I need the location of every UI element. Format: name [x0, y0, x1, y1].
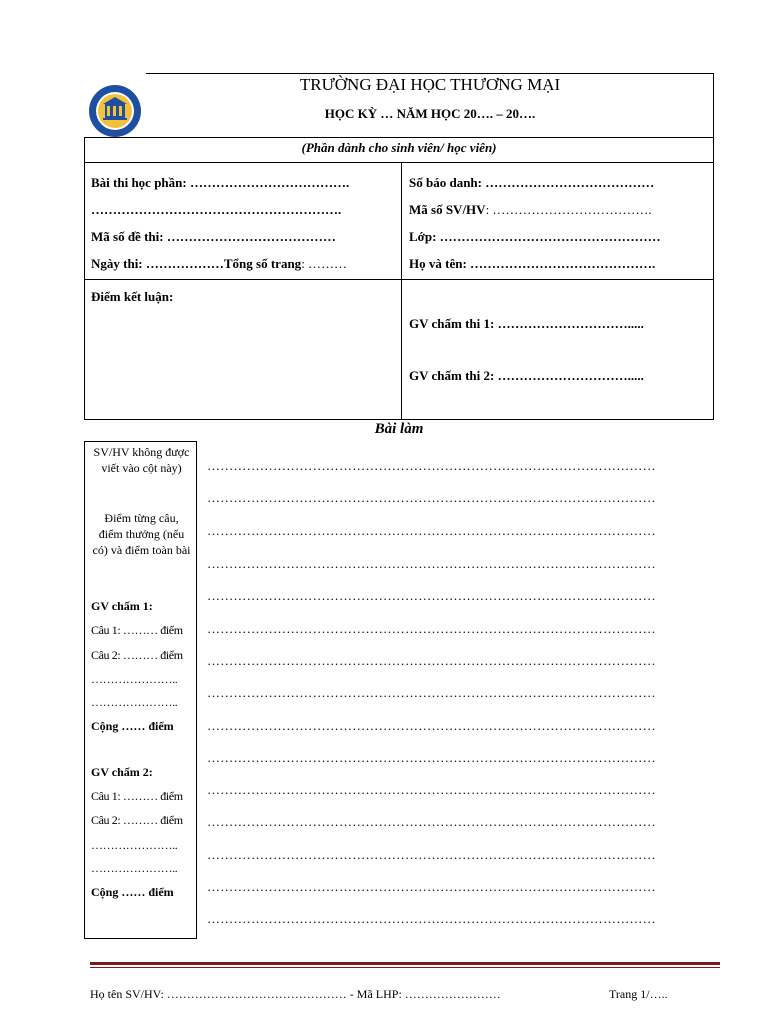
exam-subject-field: Bài thi học phần: ………………………………. — [91, 175, 350, 190]
grader-1-question-2: Câu 2: ……… điểm — [91, 648, 183, 662]
answer-line: ………………………………………………………………………………………… — [207, 847, 656, 862]
footer-rule-thin — [90, 967, 720, 968]
answer-line: ………………………………………………………………………………………… — [207, 653, 656, 668]
sidebar-note-1: SV/HV không được viết vào cột này) — [93, 445, 190, 475]
grader-2-dots-2: ………………….. — [91, 861, 178, 875]
sidebar-note-2: Điểm từng câu, điểm thưởng (nếu có) và điểm toàn bài — [92, 511, 191, 557]
answer-line: ………………………………………………………………………………………… — [207, 490, 656, 505]
exam-subject-cont: …………………………………………………. — [91, 202, 342, 217]
answer-line: ………………………………………………………………………………………… — [207, 718, 656, 733]
answer-heading: Bài làm — [374, 421, 424, 437]
score-sidebar — [84, 441, 197, 939]
footer-page-number: Trang 1/….. — [609, 987, 668, 1001]
grader-2-question-2: Câu 2: ……… điểm — [91, 813, 183, 827]
header-bottom-rule — [84, 137, 714, 138]
total-pages-label: Tổng số trang — [223, 256, 302, 271]
school-name: TRƯỜNG ĐẠI HỌC THƯƠNG MẠI — [299, 75, 561, 94]
answer-line: ………………………………………………………………………………………… — [207, 879, 656, 894]
exam-date-label: Ngày thi: ……………… — [91, 256, 224, 271]
header-top-rule — [146, 73, 714, 74]
final-score-label: Điểm kết luận: — [91, 289, 174, 304]
answer-line: ………………………………………………………………………………………… — [207, 782, 656, 797]
student-id-dots: : ………………………………. — [485, 202, 652, 217]
answer-line: ………………………………………………………………………………………… — [207, 911, 656, 926]
answer-line: ………………………………………………………………………………………… — [207, 523, 656, 538]
answer-line: ………………………………………………………………………………………… — [207, 458, 656, 473]
grader-1-field: GV chấm thi 1: …………………………..... — [409, 316, 644, 331]
grader-2-question-1: Câu 1: ……… điểm — [91, 789, 183, 803]
student-section-note: (Phần dành cho sinh viên/ học viên) — [301, 140, 497, 155]
table-bottom-rule — [84, 419, 714, 420]
grader-2-field: GV chấm thi 2: …………………………..... — [409, 368, 644, 383]
footer-student-info: Họ tên SV/HV: ……………………………………… - Mã LHP: …………………… — [90, 987, 501, 1001]
answer-line: ………………………………………………………………………………………… — [207, 814, 656, 829]
exam-code-field: Mã số đề thi: ………………………………… — [91, 229, 336, 244]
answer-line: ………………………………………………………………………………………… — [207, 588, 656, 603]
answer-line: ………………………………………………………………………………………… — [207, 556, 656, 571]
full-name-field: Họ và tên: ……………………………………. — [409, 256, 656, 271]
grader-1-title: GV chấm 1: — [91, 599, 153, 613]
grader-1-dots-1: ………………….. — [91, 672, 178, 686]
table-center-divider — [401, 162, 402, 420]
info-bottom-rule — [84, 279, 714, 280]
grader-1-dots-2: ………………….. — [91, 695, 178, 709]
answer-line: ………………………………………………………………………………………… — [207, 750, 656, 765]
grader-1-total: Cộng …… điểm — [91, 719, 174, 733]
answer-line: ………………………………………………………………………………………… — [207, 685, 656, 700]
grader-2-dots-1: ………………….. — [91, 838, 178, 852]
total-pages-dots: : ……… — [301, 256, 348, 271]
grader-1-question-1: Câu 1: ……… điểm — [91, 623, 183, 637]
answer-line: ………………………………………………………………………………………… — [207, 621, 656, 636]
footer-rule — [90, 962, 720, 965]
candidate-number-field: Số báo danh: ………………………………… — [409, 175, 655, 190]
grader-2-title: GV chấm 2: — [91, 765, 153, 779]
note-bottom-rule — [84, 162, 714, 163]
student-id-label: Mã số SV/HV — [409, 202, 486, 217]
table-right-border — [713, 73, 714, 420]
term-line: HỌC KỲ … NĂM HỌC 20…. – 20…. — [324, 106, 536, 121]
university-logo — [88, 84, 142, 138]
grader-2-total: Cộng …… điểm — [91, 885, 174, 899]
exam-date-field — [91, 256, 347, 272]
student-id-field — [409, 202, 652, 218]
class-field: Lớp: …………………………………………… — [409, 229, 661, 244]
